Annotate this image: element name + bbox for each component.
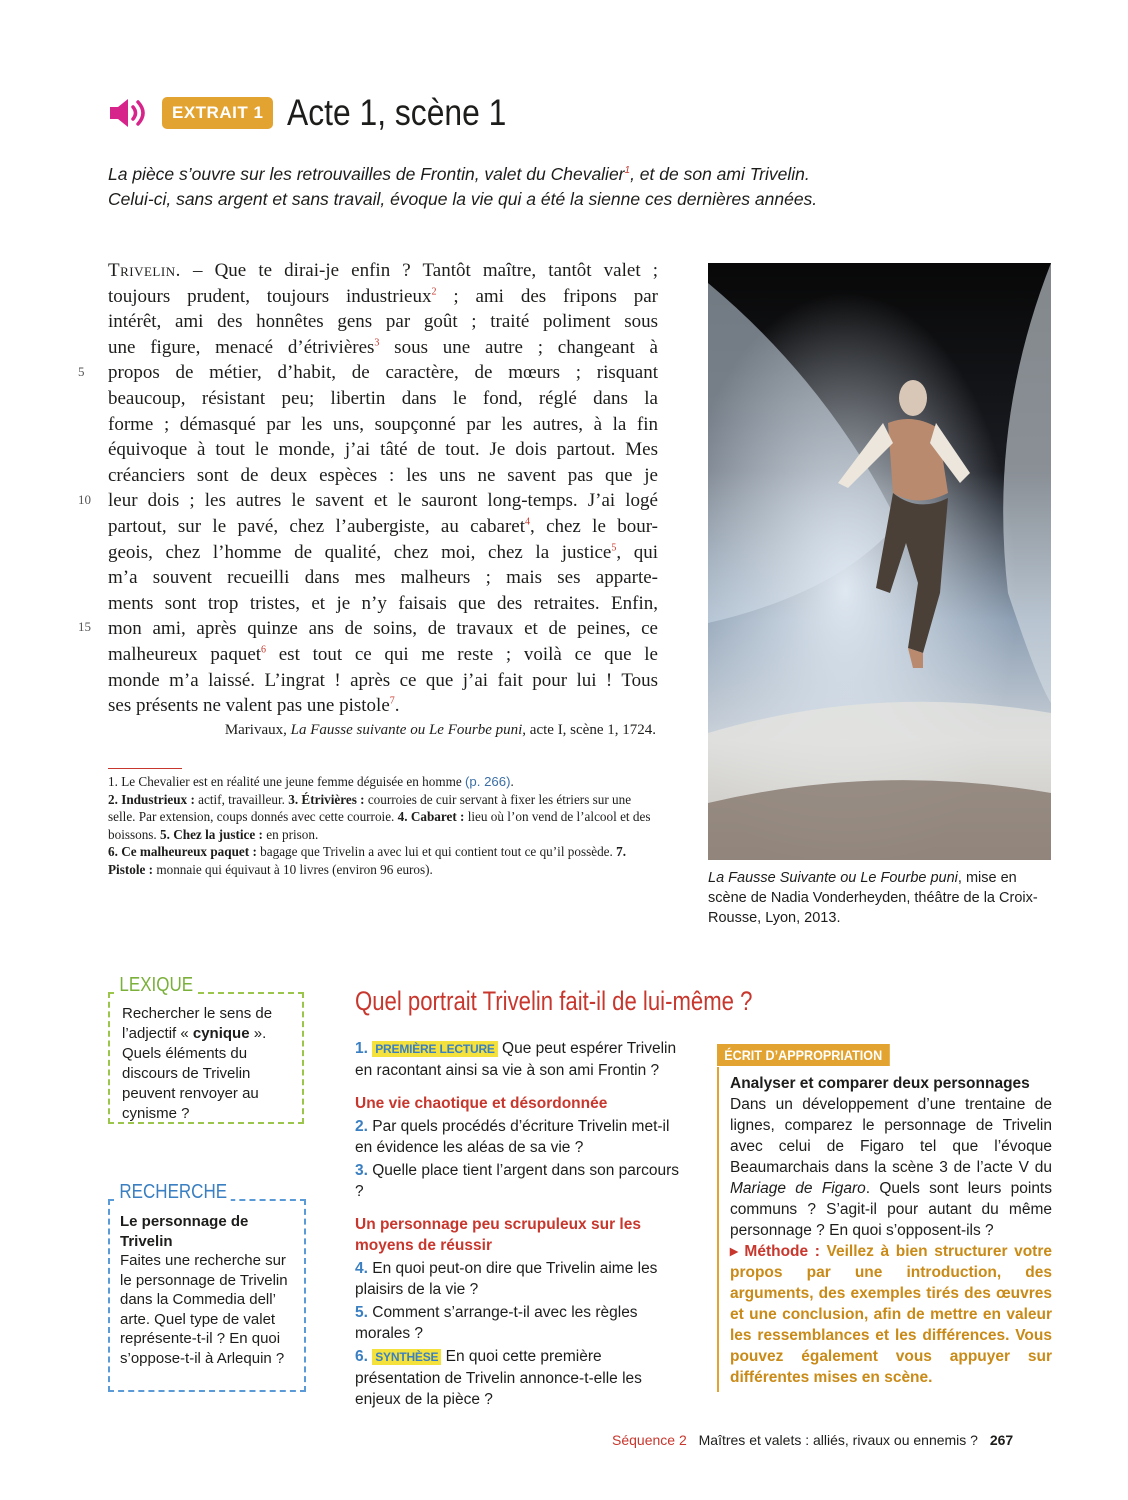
ecrit-label: ÉCRIT D’APPROPRIATION [717,1044,889,1066]
line-number: 15 [78,619,91,634]
sequence-subtitle: Maîtres et valets : alliés, rivaux ou ennemis ? [698,1432,978,1448]
page-link[interactable]: (p. 266) [465,774,511,789]
stage-photo [708,263,1051,860]
source-citation: Marivaux, La Fausse suivante ou Le Fourbe puni, acte I, scène 1, 1724. [224,722,656,738]
ecrit-text: Analyser et comparer deux personnages Dans un développement d’une trentaine de lignes, comparez le personnage de Trivelin avec celui de Figaro tel que l’évoque Beaumarchais dans la scène 3 de l’acte V du Mariage de Figaro. Quels sont leurs points communs ? S’agit-il pour autant du même personnage ? En quoi s’opposent-ils ? ▸ Méthode : Veillez à bien structurer votre propos par une introduction, des arguments, des exemples tirés des œuvres et une conclusion, afin de mettre en valeur les ressemblances et les différences. Vous pouvez également vous appuyer sur différentes mises en scène. [730,1075,1052,1386]
questions-title: Quel portrait Trivelin fait-il de lui-même ? [355,986,753,1016]
recherche-label: RECHERCHE [116,1181,230,1204]
lexique-text: Rechercher le sens de l’adjectif « cynique ». Quels éléments du discours de Trivelin peuvent renvoyer au cynisme ? [122,1005,273,1122]
methode: ▸ Méthode : Veillez à bien structurer votre propos par une introduction, des arguments, des exemples tirés des œuvres et une conclusion, afin de mettre en valeur les ressemblances et les différences. Vous pouvez également vous appuyer sur différentes mises en scène. [730,1243,1052,1386]
page-title: Acte 1, scène 1 [287,92,507,133]
speaker-icon[interactable] [108,96,148,130]
sequence-label: Séquence 2 [612,1432,687,1448]
question-5: 5. Comment s’arrange-t-il avec les règles morales ? [355,1304,638,1342]
question-2: 2. Par quels procédés d’écriture Trivelin met-il en évidence les aléas de sa vie ? [355,1118,670,1156]
line-number: 5 [78,364,85,379]
synthese-tag: SYNTHÈSE [372,1349,441,1365]
ecrit-border [717,1067,719,1392]
footnotes: 1. Le Chevalier est en réalité une jeune femme déguisée en homme (p. 266). 2. Industrieux : actif, travailleur. 3. Étrivières : courroies de cuir servant à fixer les étriers sur une selle. Par extension, coups donnés avec cette courroie. 4. Cabaret : lieu où l’on vend de l’alcool et des boissons. 5. Chez la justice : en prison. 6. Ce malheureux paquet : bagage que Trivelin a avec lui et qui contient tout ce qu’il possède. 7. Pistole : monnaie qui équivaut à 10 livres (environ 96 euros). [108,774,651,877]
footnote-ref: 1 [624,165,631,177]
extract-badge: EXTRAIT 1 [162,97,273,129]
play-extract: Trivelin. – Que te dirai-je enfin ? Tantôt maître, tantôt valet ; toujours prudent, toujours industrieux$^2$ ; ami des fripons par intérêt, ami des honnêtes gens par goût ; traité poliment sous une figure, menacé d’étrivières$^3$ sous une autre ; changeant à propos de métier, d’habit, de caractère, de mœurs ; risquant beaucoup, résistant peu; libertin dans le fond, réglé dans la forme ; démasqué par les uns, soupçonné par les autres, à la fin équivoque à tout le monde, j’ai tâté de tout. Je dois partout. Mes créanciers sont de deux espèces : les uns ne savent pas que je leur dois ; les autres le savent et le sauront long-temps. J’ai logé partout, sur le pavé, chez l’aubergiste, au cabaret$^4$, chez le bour- geois, chez l’homme de qualité, chez moi, chez la justice$^5$, qui m’a souvent recueilli dans mes malheurs ; mais ses apparte- ments sont trop tristes, et je n’y faisais que des retraites. Enfin, mon ami, après quinze ans de soins, de travaux et de peines, ce malheureux paquet$^6$ est tout ce qui me reste ; voilà ce que le monde m’a laissé. L’ingrat ! après ce que j’ai fait pour lui ! Tous ses présents ne valent pas une pistole$^7$. [108,260,658,717]
photo-caption: La Fausse Suivante ou Le Fourbe puni, mise en scène de Nadia Vonderheyden, théâtre de la Croix-Rousse, Lyon, 2013. [708,870,1038,926]
footnote-divider [108,768,182,769]
intro-text: La pièce s’ouvre sur les retrouvailles de Frontin, valet du Chevalier$^1$, et de son ami Trivelin. Celui-ci, sans argent et sans travail, évoque la vie qui a été la sienne ces dernières années. [108,164,818,209]
premiere-lecture-tag: PREMIÈRE LECTURE [372,1041,497,1057]
question-6: 6. SYNTHÈSE En quoi cette première présentation de Trivelin annonce-t-elle les enjeux de la pièce ? [355,1348,642,1408]
extract-header [108,92,542,134]
questions-list [355,1038,688,1412]
lexique-label: LEXIQUE [116,974,196,997]
question-4: 4. En quoi peut-on dire que Trivelin aime les plaisirs de la vie ? [355,1260,658,1298]
recherche-text: Le personnage de Trivelin Faites une recherche sur le personnage de Trivelin dans la Commedia dell’ arte. Quel type de valet représente-t-il ? En quoi s’oppose-t-il à Arlequin ? [120,1213,288,1367]
speaker-name: Trivelin. [108,260,181,281]
section-heading: Une vie chaotique et désordonnée [355,1095,608,1112]
question-1: 1. PREMIÈRE LECTURE Que peut espérer Trivelin en racontant ainsi sa vie à son ami Frontin ? [355,1040,677,1079]
page-number: 267 [989,1432,1014,1448]
section-heading: Un personnage peu scrupuleux sur les moyens de réussir [355,1216,641,1254]
question-3: 3. Quelle place tient l’argent dans son parcours ? [355,1162,679,1200]
page-footer [612,1432,1013,1448]
line-number: 10 [78,492,91,507]
